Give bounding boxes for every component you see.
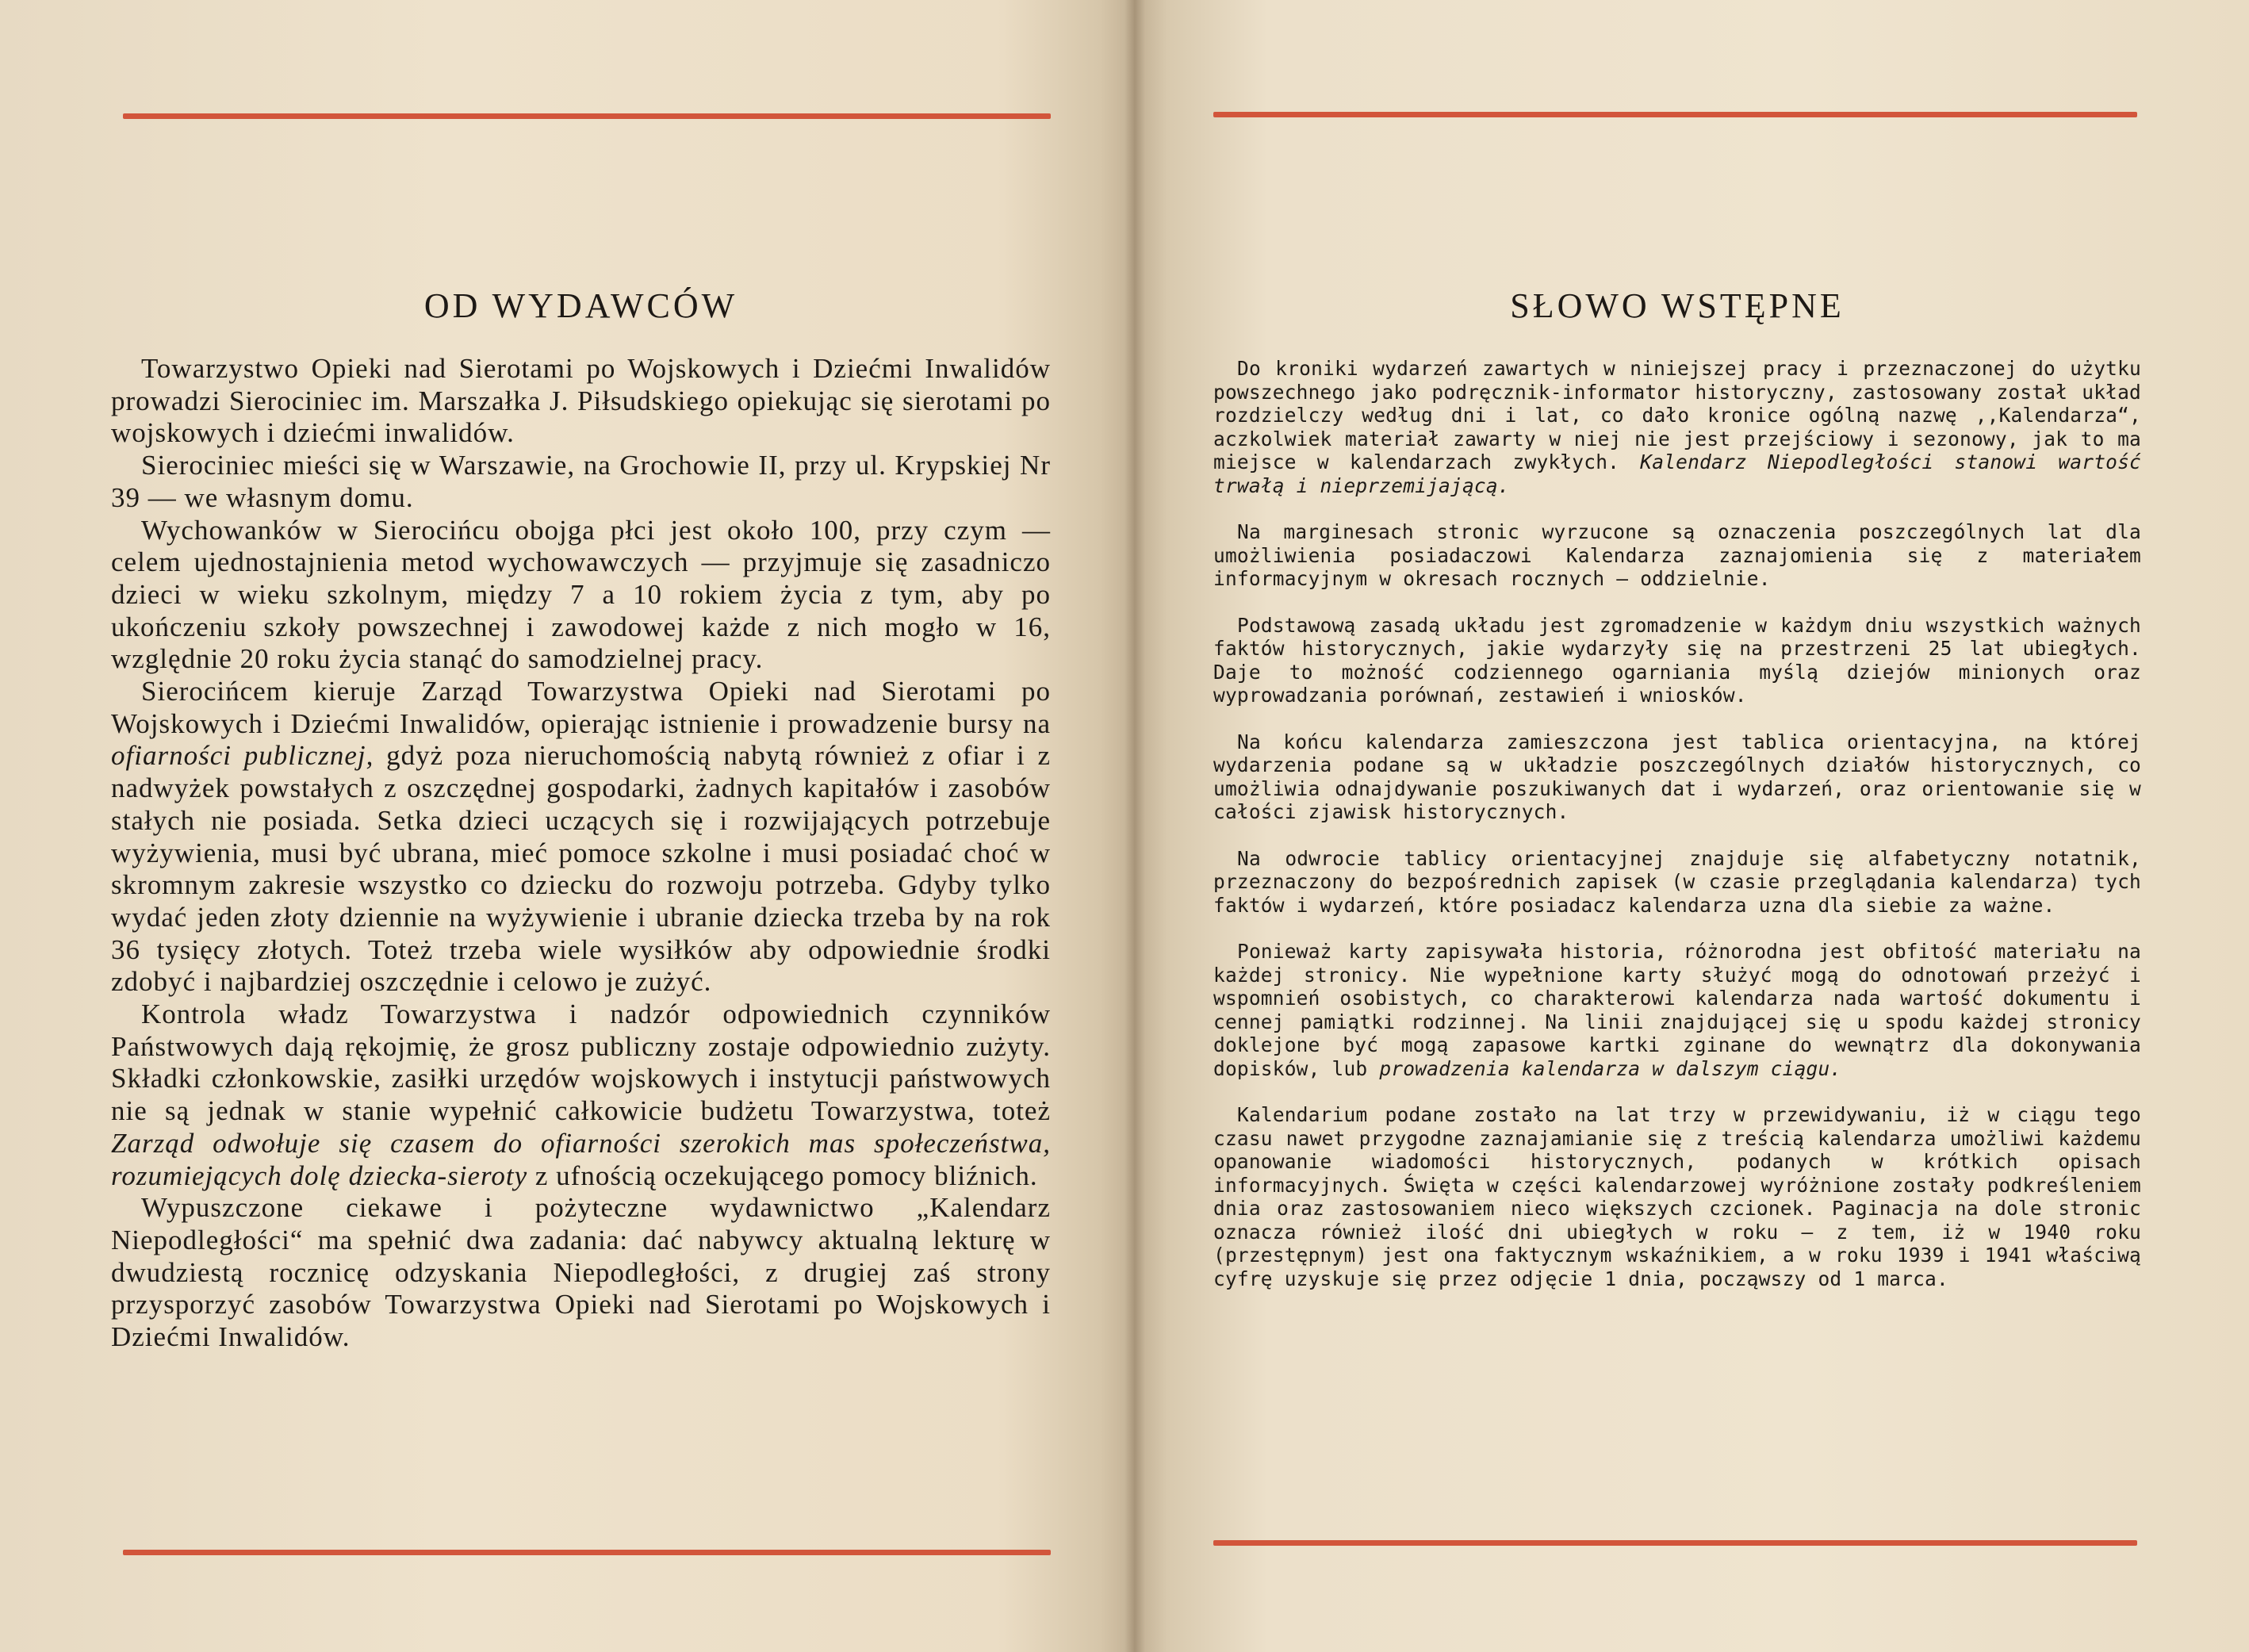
text-span: Do kroniki wydarzeń zawartych w niniejszej pracy i przeznaczonej do użytku powszechnego jako podręcznik-informator historyczny, zastosowany został układ rozdzielczy według dni i lat, co dało kronice ogólną nazwę ,,Kalendarza“, aczkolwiek materiał zawarty w niej nie jest przejściowy i sezonowy, jak to ma miejsce w kalendarzach zwykłych. — [1213, 357, 2141, 473]
paragraph: Wypuszczone ciekawe i pożyteczne wydawnictwo „Kalendarz Niepodległości“ ma spełnić dwa zadania: dać nabywcy aktualną lekturę w dwudziestą rocznicę odzyskania Niepodległości, z drugiej zaś strony przysporzyć zasobów Towarzystwa Opieki nad Sierotami po Wojskowych i Dziećmi Inwalidów. — [111, 1192, 1051, 1353]
bottom-rule-left — [123, 1550, 1051, 1555]
paragraph: Na odwrocie tablicy orientacyjnej znajduje się alfabetyczny notatnik, przeznaczony do bezpośrednich zapisek (w czasie przeglądania kalendarza) tych faktów i wydarzeń, które posiadacz kalendarza uzna dla siebie za ważne. — [1213, 846, 2141, 917]
text-span: gdyż poza nieruchomością nabytą również z ofiar i z nadwyżek powstałych z oszczędnej gospodarki, żadnych kapitałów i zasobów stałych nie posiada. Setka dzieci uczących się i rozwijających potrzebuje wyżywienia, musi być ubrana, mieć pomoce szkolne i musi posiadać choć w skromnym zakresie wszystko co dziecku do rozwoju potrzeba. Gdyby tylko wydać jeden złoty dziennie na wyżywienie i ubranie dziecka trzeba by na rok 36 tysięcy złotych. Toteż trzeba wiele wysiłków aby odpowiednie środki zdobyć i najbardziej oszczędnie i celowo je zużyć. — [111, 740, 1052, 998]
paragraph — [1213, 357, 2141, 497]
bottom-rule-right — [1213, 1540, 2137, 1546]
italic-text: prowadzenia kalendarza w dalszym ciągu. — [1379, 1056, 1842, 1080]
right-page-body — [1213, 357, 2141, 1290]
paragraph: Na marginesach stronic wyrzucone są oznaczenia poszczególnych lat dla umożliwienia posiadaczowi Kalendarza zaznajomienia się z materiałem informacyjnym w okresach rocznych — oddzielnie. — [1213, 520, 2141, 590]
paragraph: Towarzystwo Opieki nad Sierotami po Wojskowych i Dziećmi Inwalidów prowadzi Sierociniec im. Marszałka J. Piłsudskiego opiekując się sierotami po wojskowych i dziećmi inwalidów. — [111, 353, 1051, 449]
paragraph: Sierociniec mieści się w Warszawie, na Grochowie II, przy ul. Krypskiej Nr 39 — we własnym domu. — [111, 450, 1051, 513]
paragraph — [1213, 940, 2141, 1080]
book-gutter — [1124, 0, 1145, 1652]
paragraph — [111, 998, 1051, 1192]
paragraph: Wychowanków w Sierocińcu obojga płci jest około 100, przy czym — celem ujednostajnienia metod wychowawczych — przyjmuje się zasadniczo dzieci w wieku szkolnym, między 7 a 10 rokiem życia z tym, aby po ukończeniu szkoły powszechnej i zawodowej każde z nich mogło w 16, względnie 20 roku życia stanąć do samodzielnej pracy. — [111, 514, 1051, 675]
text-span: Kontrola władz Towarzystwa i nadzór odpowiednich czynników Państwowych dają rękojmię, że grosz publiczny zostaje odpowiednio zużyty. Składki członkowskie, zasiłki urzędów wojskowych i instytucji państwowych nie są jednak w stanie wypełnić całkowicie budżetu Towarzystwa, toteż — [111, 998, 1051, 1127]
top-rule-left — [123, 113, 1051, 119]
paragraph: Podstawową zasadą układu jest zgromadzenie w każdym dniu wszystkich ważnych faktów historycznych, jakie wydarzyły się na przestrzeni 25 lat ubiegłych. Daje to możność codziennego ogarniania myślą dziejów minionych oraz wyprowadzania porównań, zestawień i wniosków. — [1213, 613, 2141, 707]
italic-text: Zarząd odwołuje się czasem do ofiarności szerokich mas społeczeństwa, rozumiejących dolę dziecka-sieroty — [111, 1127, 1051, 1191]
paragraph: Na końcu kalendarza zamieszczona jest tablica orientacyjna, na której wydarzenia podane są w układzie poszczególnych działów historycznych, co umożliwia odnajdywanie poszukiwanych dat i wydarzeń, oraz orientowanie się w całości zjawisk historycznych. — [1213, 730, 2141, 823]
paragraph: Kalendarium podane zostało na lat trzy w przewidywaniu, iż w ciągu tego czasu nawet przygodne zaznajamianie się z treścią kalendarza umożliwi każdemu opanowanie wiadomości historycznych, podanych w krótkich opisach informacyjnych. Święta w części kalendarzowej wyróżnione zostały podkreśleniem dnia oraz zastosowaniem nieco większych czcionek. Paginacja na dole stronic oznacza również ilość dni ubiegłych w roku — z tem, iż w 1940 roku (przestępnym) jest ona faktycznym wskaźnikiem, a w roku 1939 i 1941 właściwą cyfrę uzyskuje się przez odjęcie 1 dnia, począwszy od 1 marca. — [1213, 1103, 2141, 1290]
text-span: z ufnością oczekującego pomocy bliźnich. — [527, 1159, 1038, 1191]
text-span: Sierocińcem kieruje Zarząd Towarzystwa Opieki nad Sierotami po Wojskowych i Dziećmi Inwalidów, opierając istnienie i prowadzenie bursy na — [111, 676, 1051, 739]
paragraph — [111, 676, 1051, 998]
left-page-body — [111, 353, 1051, 1354]
right-page-title: SŁOWO WSTĘPNE — [1510, 286, 1845, 325]
top-rule-right — [1213, 112, 2137, 117]
left-page-title: OD WYDAWCÓW — [423, 286, 738, 325]
italic-text: ofiarności publicznej, — [111, 740, 374, 772]
text-span: Ponieważ karty zapisywała historia, różnorodna jest obfitość materiału na każdej stronicy. Nie wypełnione karty służyć mogą do odnotowań przeżyć i wspomnień osobistych, co charakterowi kalendarza nada wartość dokumentu i cennej pamiątki rodzinnej. Na linii znajdującej się u spodu każdej stronicy doklejone być mogą zapasowe kartki zginane do wewnątrz dla dokonywania dopisków, lub — [1213, 940, 2141, 1080]
italic-text: Kalendarz Niepodległości stanowi wartość trwałą i nieprzemijającą. — [1213, 450, 2142, 497]
